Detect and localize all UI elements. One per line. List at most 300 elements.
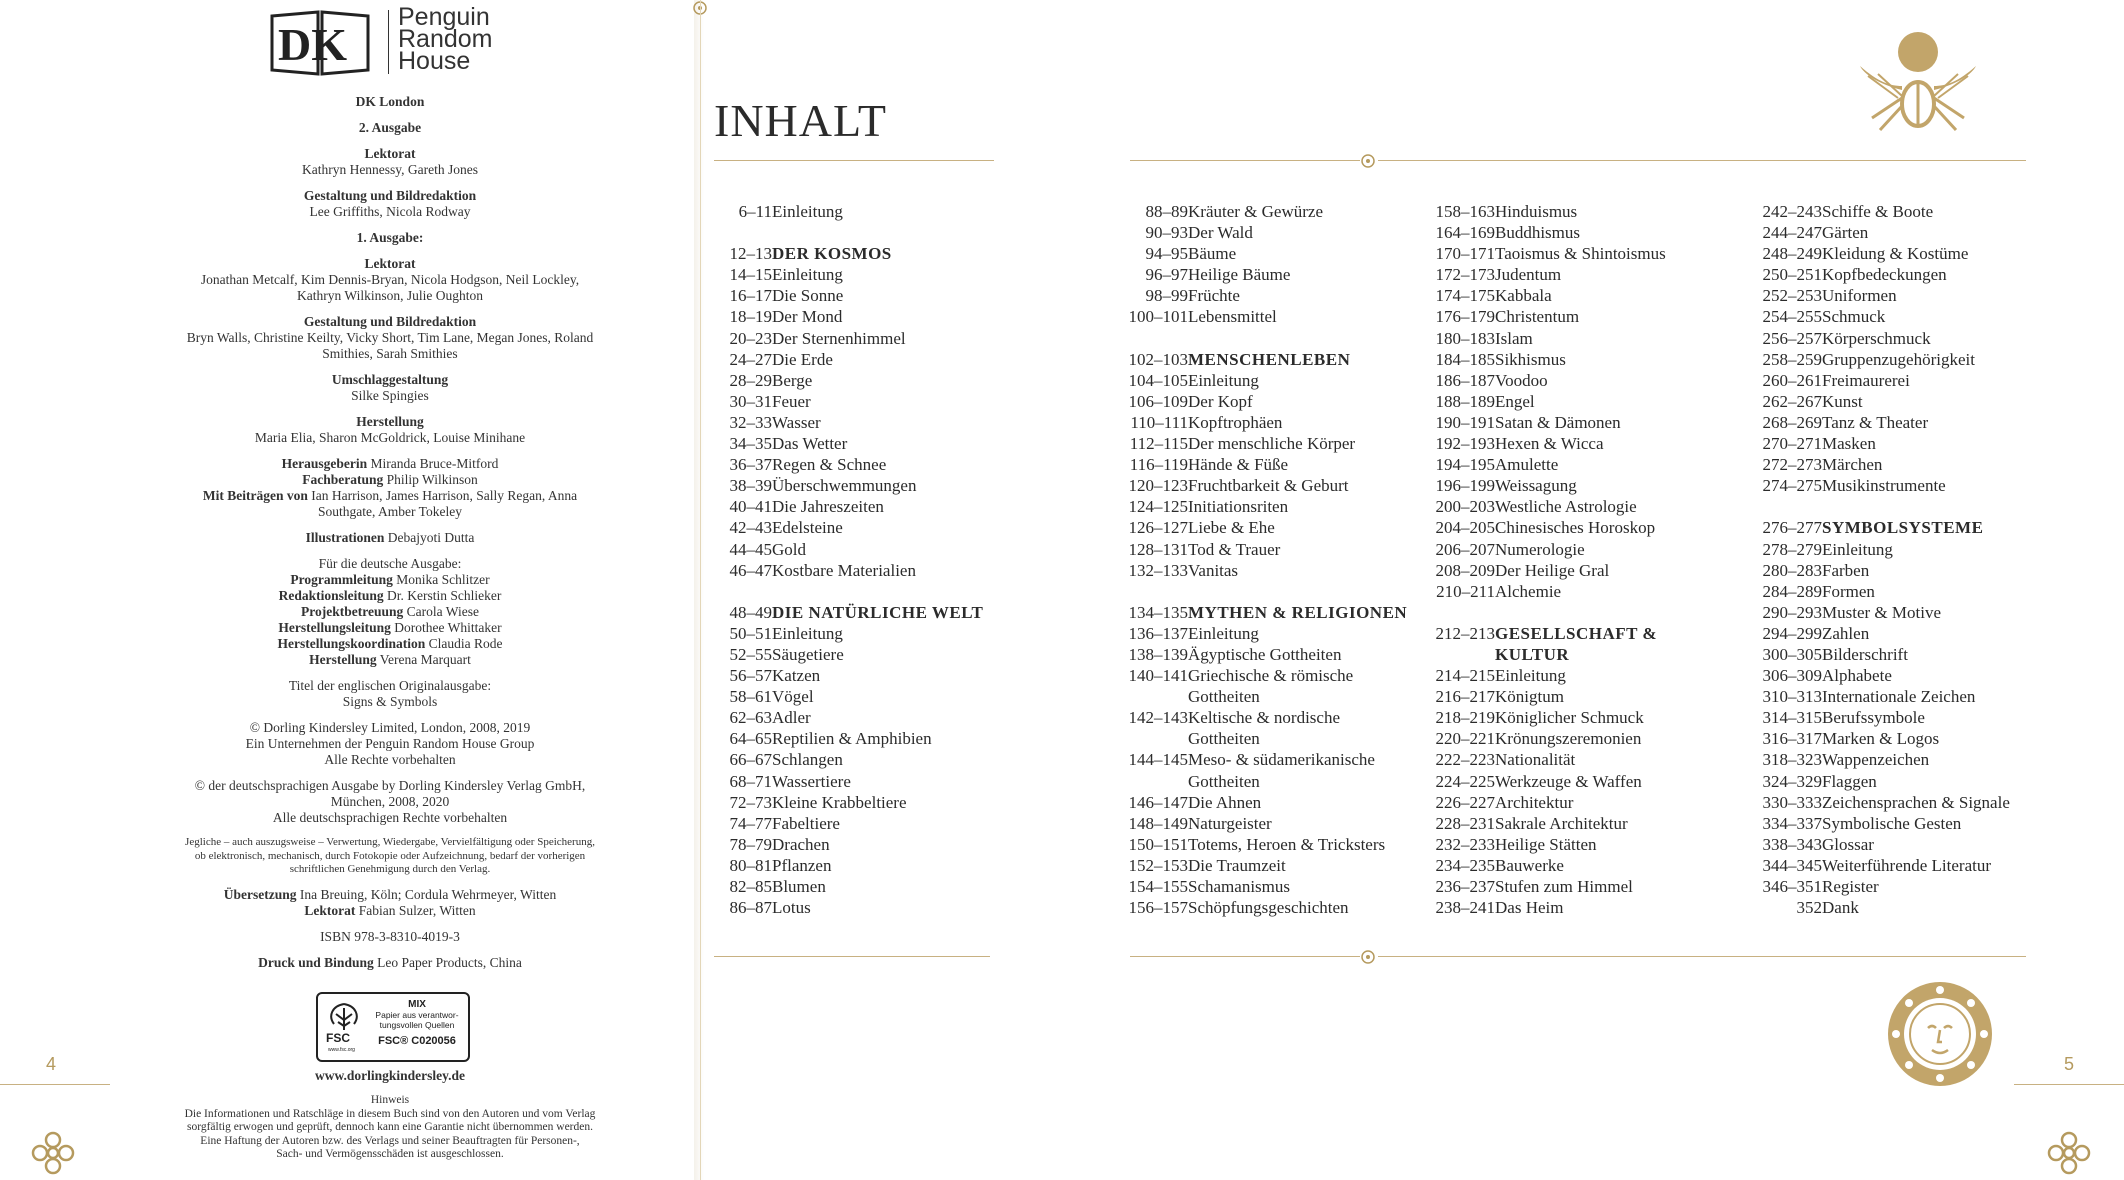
toc-entry-title: Schiffe & Boote xyxy=(1822,202,1934,221)
toc-entry-title: Amulette xyxy=(1495,455,1559,475)
toc-entry-title: Weiterführende Literatur xyxy=(1822,855,1992,875)
toc-entry[interactable] xyxy=(1437,370,1737,391)
toc-entry[interactable] xyxy=(714,792,1014,813)
toc-entry[interactable] xyxy=(1437,222,1737,243)
toc-entry-title: Freimaurerei xyxy=(1822,370,1910,390)
toc-entry[interactable] xyxy=(1437,560,1737,581)
toc-entry[interactable] xyxy=(1764,855,2094,876)
toc-page-range: 48–49 xyxy=(729,602,772,622)
toc-entry[interactable] xyxy=(714,834,1014,855)
toc-entry-title: Sikhismus xyxy=(1495,349,1566,369)
toc-spacer xyxy=(714,222,1014,243)
toc-entry[interactable] xyxy=(1130,771,1430,792)
toc-entry-title: Einleitung xyxy=(772,265,843,285)
toc-entry-title: Griechische & römische xyxy=(1188,666,1354,686)
toc-page-range: 128–131 xyxy=(1128,539,1188,559)
toc-page-range: 78–79 xyxy=(729,834,772,854)
toc-entry-title: Musikinstrumente xyxy=(1822,476,1946,496)
toc-entry-title: Werkzeuge & Waffen xyxy=(1495,771,1642,791)
toc-entry[interactable] xyxy=(1437,517,1737,538)
toc-column-2 xyxy=(1130,201,1430,918)
toc-page-range: 344–345 xyxy=(1762,855,1822,875)
toc-entry-title: Körperschmuck xyxy=(1822,328,1931,348)
toc-page-range: 278–279 xyxy=(1762,539,1822,559)
toc-entry[interactable] xyxy=(1130,222,1430,243)
toc-entry[interactable] xyxy=(1764,771,2094,792)
toc-entry[interactable] xyxy=(1437,391,1737,412)
toc-entry-title: Buddhismus xyxy=(1495,223,1581,243)
toc-entry-title: Satan & Dämonen xyxy=(1495,412,1621,432)
note-line: Die Informationen und Ratschläge in diesem Buch sind von den Autoren und vom Verlag xyxy=(184,1107,596,1120)
toc-entry[interactable] xyxy=(714,328,1014,349)
toc-entry[interactable] xyxy=(1437,707,1737,728)
logo-divider xyxy=(388,10,389,74)
toc-entry-title: Edelsteine xyxy=(772,518,843,538)
toc-entry-title: Wassertiere xyxy=(772,771,851,791)
toc-page-range: 234–235 xyxy=(1435,855,1495,875)
toc-entry-title: Kleine Krabbeltiere xyxy=(772,792,907,812)
toc-page-range: 18–19 xyxy=(729,307,772,327)
toc-entry[interactable] xyxy=(1130,475,1430,496)
toc-entry[interactable] xyxy=(1437,581,1737,602)
toc-entry[interactable] xyxy=(1764,728,2094,749)
toc-entry[interactable] xyxy=(714,897,1014,918)
toc-entry[interactable] xyxy=(1437,834,1737,855)
toc-entry[interactable] xyxy=(1437,792,1737,813)
toc-entry-title: Heilige Bäume xyxy=(1188,265,1291,285)
toc-entry[interactable] xyxy=(1437,412,1737,433)
toc-entry[interactable] xyxy=(1130,686,1430,707)
toc-entry[interactable] xyxy=(1764,686,2094,707)
toc-page-range: 42–43 xyxy=(729,518,772,538)
toc-entry-title: Einleitung xyxy=(1495,666,1566,686)
toc-page-range: 284–289 xyxy=(1762,581,1822,601)
toc-page-range: 148–149 xyxy=(1128,813,1188,833)
toc-page-range: 338–343 xyxy=(1762,834,1822,854)
toc-entry-title: Die Traumzeit xyxy=(1188,855,1286,875)
toc-entry[interactable] xyxy=(1437,813,1737,834)
toc-page-range: 232–233 xyxy=(1435,834,1495,854)
toc-page-range: 138–139 xyxy=(1128,644,1188,664)
imprint-original-title: Titel der englischen Originalausgabe: Signs & Symbols xyxy=(288,678,492,709)
toc-entry-title: Der Wald xyxy=(1188,223,1253,243)
toc-page-range: 170–171 xyxy=(1435,244,1495,264)
toc-entry[interactable] xyxy=(1130,370,1430,391)
toc-entry[interactable] xyxy=(1437,264,1737,285)
note-heading: Hinweis xyxy=(370,1094,410,1106)
toc-entry-title: Internationale Zeichen xyxy=(1822,687,1976,707)
toc-entry-title: Schöpfungsgeschichten xyxy=(1188,898,1349,918)
toc-entry[interactable] xyxy=(1130,306,1430,327)
toc-page-range: 46–47 xyxy=(729,560,772,580)
toc-entry[interactable] xyxy=(714,412,1014,433)
ornament-flower-icon xyxy=(30,1130,76,1176)
toc-entry[interactable] xyxy=(1130,391,1430,412)
toc-entry[interactable] xyxy=(1764,665,2094,686)
toc-entry[interactable] xyxy=(1437,749,1737,770)
toc-page-range: 190–191 xyxy=(1435,412,1495,432)
toc-entry[interactable] xyxy=(714,391,1014,412)
toc-entry-title: Die Ahnen xyxy=(1188,792,1262,812)
toc-page-range: 300–305 xyxy=(1762,644,1822,664)
toc-entry[interactable] xyxy=(1130,707,1430,728)
toc-page-range: 36–37 xyxy=(729,455,772,475)
toc-page-range: 40–41 xyxy=(729,497,772,517)
toc-entry[interactable] xyxy=(1437,285,1737,306)
toc-entry[interactable] xyxy=(1764,581,2094,602)
toc-entry-title: Gärten xyxy=(1822,223,1869,243)
toc-entry[interactable] xyxy=(1130,855,1430,876)
toc-entry-title: GESELLSCHAFT & xyxy=(1495,623,1658,643)
toc-entry[interactable] xyxy=(1764,813,2094,834)
toc-entry[interactable] xyxy=(1130,560,1430,581)
toc-page-range: 126–127 xyxy=(1128,518,1188,538)
toc-page-range: 66–67 xyxy=(729,750,772,770)
toc-entry[interactable] xyxy=(1764,749,2094,770)
toc-entry[interactable] xyxy=(714,201,1014,222)
toc-entry[interactable] xyxy=(1437,328,1737,349)
toc-page-range: 72–73 xyxy=(729,792,772,812)
toc-entry[interactable] xyxy=(1130,454,1430,475)
toc-entry[interactable] xyxy=(1437,243,1737,264)
toc-entry-title: Taoismus & Shintoismus xyxy=(1495,244,1666,264)
toc-page-range: 268–269 xyxy=(1762,412,1822,432)
toc-page-range: 294–299 xyxy=(1762,623,1822,643)
toc-spacer xyxy=(1130,328,1430,349)
toc-entry-title: Engel xyxy=(1495,391,1535,411)
toc-page-range: 124–125 xyxy=(1128,497,1188,517)
toc-entry-title: Weissagung xyxy=(1495,476,1577,496)
toc-entry[interactable] xyxy=(714,349,1014,370)
toc-entry[interactable] xyxy=(1130,243,1430,264)
toc-entry-title: Das Heim xyxy=(1495,898,1564,918)
toc-page-range: 12–13 xyxy=(729,244,772,264)
toc-entry[interactable] xyxy=(1130,285,1430,306)
toc-entry[interactable] xyxy=(1764,876,2094,897)
toc-page-range: 146–147 xyxy=(1128,792,1188,812)
toc-page-range: 90–93 xyxy=(1145,223,1188,243)
toc-entry[interactable] xyxy=(1130,264,1430,285)
toc-entry[interactable] xyxy=(1764,222,2094,243)
toc-entry-title: Kostbare Materialien xyxy=(772,560,916,580)
fsc-text xyxy=(370,1000,464,1046)
toc-entry-title: Islam xyxy=(1495,328,1533,348)
rule-ornament-icon xyxy=(1359,152,1377,170)
toc-page-range: 112–115 xyxy=(1129,434,1188,454)
toc-page-range: 16–17 xyxy=(729,286,772,306)
toc-page-range: 244–247 xyxy=(1762,223,1822,243)
toc-page-range: 30–31 xyxy=(729,391,772,411)
toc-entry[interactable] xyxy=(1437,855,1737,876)
toc-entry[interactable] xyxy=(1130,433,1430,454)
toc-entry[interactable] xyxy=(1130,644,1430,665)
toc-entry[interactable] xyxy=(1130,201,1430,222)
toc-entry[interactable] xyxy=(714,475,1014,496)
toc-entry[interactable] xyxy=(714,517,1014,538)
toc-page-range: 238–241 xyxy=(1435,898,1495,918)
toc-entry[interactable] xyxy=(1437,433,1737,454)
toc-entry-title: Märchen xyxy=(1822,455,1883,475)
toc-page-range: 208–209 xyxy=(1435,560,1495,580)
toc-page-range: 94–95 xyxy=(1145,244,1188,264)
toc-page-range: 318–323 xyxy=(1762,750,1822,770)
medallion-face-icon xyxy=(1884,978,1996,1090)
toc-page-range: 310–313 xyxy=(1762,687,1822,707)
toc-entry-title: Regen & Schnee xyxy=(772,455,887,475)
imprint-contributors: Herausgeberin Miranda Bruce-Mitford Fachberatung Philip Wilkinson Mit Beiträgen von Ian Harrison, James Harrison, Sally Regan, Anna Southgate, Amber Tokeley xyxy=(202,456,578,519)
toc-page-range: 116–119 xyxy=(1129,455,1188,475)
toc-section-heading[interactable] xyxy=(1130,602,1430,623)
toc-entry[interactable] xyxy=(1130,792,1430,813)
toc-entry-title: Berge xyxy=(772,370,813,390)
imprint-credit: Lektorat Jonathan Metcalf, Kim Dennis-Bryan, Nicola Hodgson, Neil Lockley, Kathryn Wilkinson, Julie Oughton xyxy=(200,256,580,303)
toc-entry[interactable] xyxy=(1437,349,1737,370)
toc-entry[interactable] xyxy=(1764,602,2094,623)
note-line: Eine Haftung der Autoren bzw. des Verlags und seiner Beauftragten für Personen-, xyxy=(200,1134,580,1147)
toc-page-range: 140–141 xyxy=(1128,666,1188,686)
toc-entry[interactable] xyxy=(1437,728,1737,749)
toc-entry[interactable] xyxy=(1764,539,2094,560)
toc-page-range: 172–173 xyxy=(1435,265,1495,285)
toc-entry[interactable] xyxy=(714,264,1014,285)
toc-entry[interactable] xyxy=(1764,306,2094,327)
toc-entry[interactable] xyxy=(1130,623,1430,644)
fsc-tree-icon xyxy=(324,1000,364,1054)
toc-page-range: 136–137 xyxy=(1128,623,1188,643)
toc-entry[interactable] xyxy=(714,496,1014,517)
toc-page-range: 262–267 xyxy=(1762,391,1822,411)
toc-entry[interactable] xyxy=(1764,623,2094,644)
toc-entry[interactable] xyxy=(1764,433,2094,454)
toc-page-range: 334–337 xyxy=(1762,813,1822,833)
toc-entry[interactable] xyxy=(714,665,1014,686)
imprint-printing: Druck und Bindung Leo Paper Products, China xyxy=(258,954,522,970)
left-page xyxy=(0,0,694,1180)
toc-entry[interactable] xyxy=(1764,264,2094,285)
toc-entry[interactable] xyxy=(1764,391,2094,412)
toc-entry[interactable] xyxy=(714,876,1014,897)
toc-entry-title: Kopftrophäen xyxy=(1188,412,1283,432)
website-link[interactable]: www.dorlingkindersley.de xyxy=(314,1068,466,1083)
toc-entry[interactable] xyxy=(1764,349,2094,370)
toc-entry[interactable] xyxy=(1764,644,2094,665)
toc-entry[interactable] xyxy=(1130,412,1430,433)
toc-entry[interactable] xyxy=(1130,539,1430,560)
toc-entry[interactable] xyxy=(1437,201,1737,222)
toc-entry[interactable] xyxy=(1130,876,1430,897)
toc-entry[interactable] xyxy=(1130,517,1430,538)
toc-entry-title: Tod & Trauer xyxy=(1188,539,1281,559)
toc-entry-title: Hinduismus xyxy=(1495,202,1578,221)
toc-entry[interactable] xyxy=(1764,792,2094,813)
toc-entry-title: Blumen xyxy=(772,877,826,896)
toc-entry-title: Vögel xyxy=(772,687,814,707)
toc-entry[interactable] xyxy=(714,855,1014,876)
toc-entry-title: Adler xyxy=(772,708,811,728)
imprint-credit: Herstellung Maria Elia, Sharon McGoldrick, Louise Minihane xyxy=(254,414,526,445)
toc-entry[interactable] xyxy=(1130,749,1430,770)
toc-entry[interactable] xyxy=(1437,665,1737,686)
toc-entry-title: Farben xyxy=(1822,560,1870,580)
toc-entry[interactable] xyxy=(714,370,1014,391)
toc-page-range: 228–231 xyxy=(1435,813,1495,833)
toc-entry-title: Schlangen xyxy=(772,750,843,770)
toc-entry[interactable] xyxy=(714,813,1014,834)
toc-page-range: 274–275 xyxy=(1762,476,1822,496)
toc-entry[interactable] xyxy=(1764,897,2094,918)
fsc-mix: MIX xyxy=(408,999,426,1010)
dk-logo-text: DK xyxy=(278,19,347,70)
toc-entry-title: Der menschliche Körper xyxy=(1188,434,1356,454)
toc-entry-title: Gold xyxy=(772,539,806,559)
toc-entry[interactable] xyxy=(714,686,1014,707)
toc-entry[interactable] xyxy=(1437,306,1737,327)
toc-entry-title: Chinesisches Horoskop xyxy=(1495,518,1656,538)
toc-entry-title: Kleidung & Kostüme xyxy=(1822,244,1969,264)
toc-page-range: 132–133 xyxy=(1128,560,1188,580)
toc-entry-title: Voodoo xyxy=(1495,370,1548,390)
toc-section-heading[interactable] xyxy=(714,243,1014,264)
toc-entry[interactable] xyxy=(1764,834,2094,855)
toc-entry[interactable] xyxy=(1437,496,1737,517)
toc-entry-title: Die Erde xyxy=(772,349,833,369)
toc-entry[interactable] xyxy=(1130,665,1430,686)
toc-entry-title: Kopfbedeckungen xyxy=(1822,265,1947,285)
toc-entry-title: Totems, Heroen & Tricksters xyxy=(1188,834,1386,854)
toc-entry[interactable] xyxy=(714,771,1014,792)
toc-section-heading[interactable] xyxy=(1764,517,2094,538)
toc-entry-title: KULTUR xyxy=(1495,644,1570,664)
toc-entry[interactable] xyxy=(1130,813,1430,834)
imprint-credit: Umschlaggestaltung Silke Spingies xyxy=(331,372,449,403)
imprint-edition-2: 2. Ausgabe xyxy=(358,120,422,135)
toc-page-range: 164–169 xyxy=(1435,223,1495,243)
toc-section-heading[interactable] xyxy=(1437,644,1737,665)
toc-entry-title: Ägyptische Gottheiten xyxy=(1188,644,1342,664)
toc-entry-title: Wappenzeichen xyxy=(1822,750,1930,770)
imprint-german-edition: Für die deutsche Ausgabe: Programmleitung Monika Schlitzer Redaktionsleitung Dr. Kerstin Schlieker Projektbetreuung Carola Wiese Herstellungsleitung Dorothee Whittaker Herstellungskoordination Claudia Rode Herstellung Verena Marquart xyxy=(277,556,503,667)
toc-entry[interactable] xyxy=(1437,454,1737,475)
toc-page-range: 226–227 xyxy=(1435,792,1495,812)
toc-entry[interactable] xyxy=(714,306,1014,327)
toc-page-range: 256–257 xyxy=(1762,328,1822,348)
toc-entry[interactable] xyxy=(714,285,1014,306)
toc-entry[interactable] xyxy=(714,454,1014,475)
prh-line-3: House xyxy=(398,47,471,75)
toc-entry[interactable] xyxy=(714,560,1014,581)
toc-entry[interactable] xyxy=(1764,454,2094,475)
imprint-translation: Übersetzung Ina Breuing, Köln; Cordula Wehrmeyer, Witten Lektorat Fabian Sulzer, Witten xyxy=(223,886,557,918)
toc-entry-title: Bilderschrift xyxy=(1822,644,1908,664)
toc-page-range: 258–259 xyxy=(1762,349,1822,369)
toc-entry-title: Nationalität xyxy=(1495,750,1576,770)
scarab-ornament-icon xyxy=(1858,26,1978,142)
toc-page-range: 252–253 xyxy=(1762,286,1822,306)
toc-entry[interactable] xyxy=(1130,834,1430,855)
toc-entry[interactable] xyxy=(1130,496,1430,517)
toc-entry-title: Register xyxy=(1822,877,1879,896)
toc-entry[interactable] xyxy=(1437,876,1737,897)
note-line: sorgfältig erwogen und geprüft, dennoch kann eine Garantie nicht übernommen werden. xyxy=(187,1121,593,1133)
imprint-edition-1: 1. Ausgabe: xyxy=(356,230,424,245)
toc-page-range: 224–225 xyxy=(1435,771,1495,791)
toc-entry[interactable] xyxy=(1764,560,2094,581)
toc-entry[interactable] xyxy=(714,623,1014,644)
toc-page-range: 6–11 xyxy=(738,202,772,221)
toc-page-range: 200–203 xyxy=(1435,497,1495,517)
toc-entry[interactable] xyxy=(1764,285,2094,306)
toc-page-range: 24–27 xyxy=(729,349,772,369)
toc-entry[interactable] xyxy=(1437,771,1737,792)
toc-entry[interactable] xyxy=(1437,539,1737,560)
toc-entry-title: Kräuter & Gewürze xyxy=(1188,202,1323,221)
toc-entry[interactable] xyxy=(1764,412,2094,433)
left-page-number: 4 xyxy=(46,1054,57,1074)
toc-page-range: 270–271 xyxy=(1762,434,1822,454)
toc-section-heading[interactable] xyxy=(1130,349,1430,370)
toc-page-range: 80–81 xyxy=(729,855,772,875)
toc-entry-title: Dank xyxy=(1822,898,1859,918)
toc-page-range: 174–175 xyxy=(1435,286,1495,306)
toc-section-heading[interactable] xyxy=(714,602,1014,623)
toc-entry-title: Katzen xyxy=(772,666,821,686)
toc-entry[interactable] xyxy=(1437,897,1737,918)
toc-entry-title: Die Jahreszeiten xyxy=(772,497,884,517)
toc-entry[interactable] xyxy=(1437,475,1737,496)
toc-entry[interactable] xyxy=(714,728,1014,749)
toc-page-range: 196–199 xyxy=(1435,476,1495,496)
toc-entry-title: Reptilien & Amphibien xyxy=(772,729,932,749)
imprint-copyright-de: © der deutschsprachigen Ausgabe by Dorling Kindersley Verlag GmbH, München, 2008, 2020 Alle deutschsprachigen Rechte vorbehalten xyxy=(194,778,586,825)
toc-entry[interactable] xyxy=(1764,475,2094,496)
toc-entry[interactable] xyxy=(714,707,1014,728)
toc-entry[interactable] xyxy=(714,749,1014,770)
toc-entry[interactable] xyxy=(1764,243,2094,264)
toc-entry-title: Alchemie xyxy=(1495,581,1562,601)
toc-entry-title: Zahlen xyxy=(1822,623,1870,643)
toc-entry[interactable] xyxy=(714,433,1014,454)
toc-entry[interactable] xyxy=(1764,328,2094,349)
toc-entry[interactable] xyxy=(714,644,1014,665)
toc-entry-title: Keltische & nordische xyxy=(1188,708,1341,728)
toc-entry[interactable] xyxy=(1764,201,2094,222)
top-rule-right xyxy=(1378,160,2026,161)
toc-entry-title: Symbolische Gesten xyxy=(1822,813,1962,833)
toc-spacer xyxy=(1437,602,1737,623)
toc-entry[interactable] xyxy=(714,539,1014,560)
toc-entry[interactable] xyxy=(1130,897,1430,918)
toc-page-range: 38–39 xyxy=(729,476,772,496)
right-page-number: 5 xyxy=(2064,1054,2075,1074)
toc-column-3 xyxy=(1437,201,1737,918)
imprint-isbn: ISBN 978-3-8310-4019-3 xyxy=(320,928,460,944)
toc-entry-title: Kabbala xyxy=(1495,286,1552,306)
toc-entry[interactable] xyxy=(1130,728,1430,749)
toc-entry-title: Einleitung xyxy=(1188,623,1259,643)
toc-entry[interactable] xyxy=(1764,707,2094,728)
toc-entry-title: Der Kopf xyxy=(1188,391,1253,411)
toc-entry[interactable] xyxy=(1437,686,1737,707)
prh-wordmark xyxy=(398,3,493,75)
toc-section-heading[interactable] xyxy=(1437,623,1737,644)
toc-entry-title: Berufssymbole xyxy=(1822,708,1925,728)
toc-title: INHALT xyxy=(714,95,887,146)
toc-page-range: 352 xyxy=(1796,898,1822,918)
toc-entry[interactable] xyxy=(1764,370,2094,391)
toc-entry-title: Zeichensprachen & Signale xyxy=(1822,792,2010,812)
toc-page-range: 68–71 xyxy=(729,771,772,791)
toc-page-range: 280–283 xyxy=(1762,560,1822,580)
